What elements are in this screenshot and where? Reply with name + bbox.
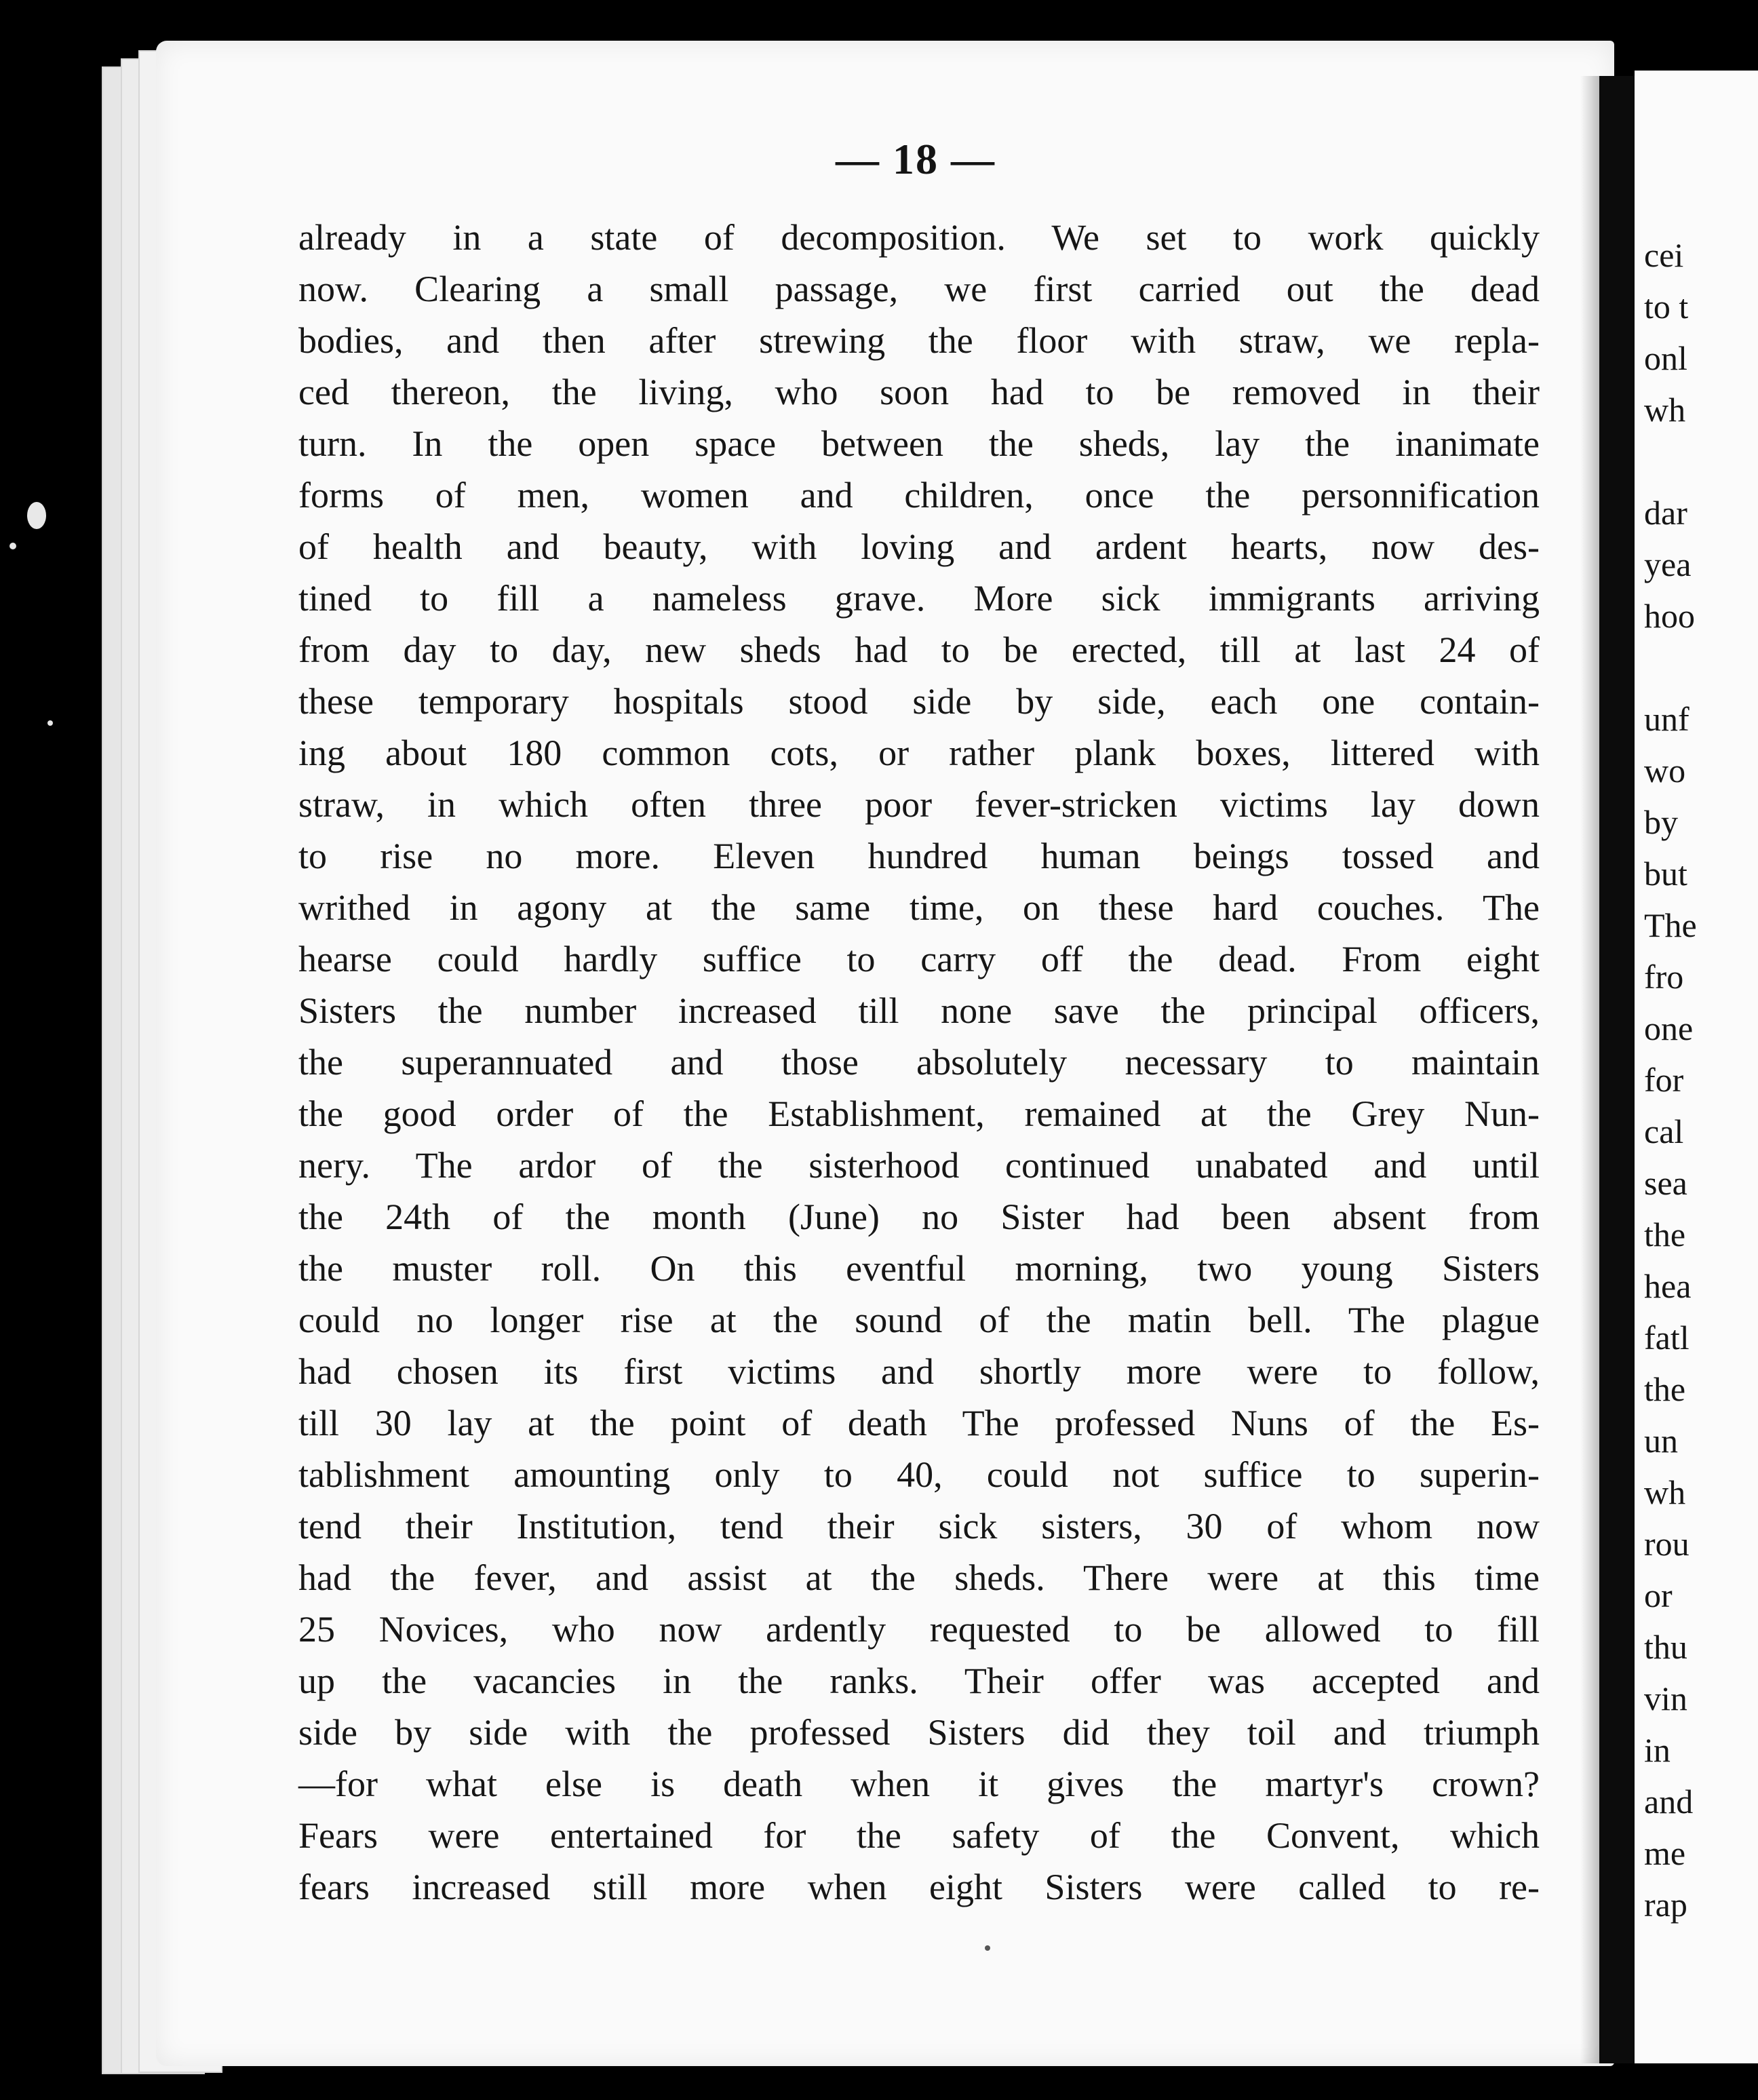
right-page-line bbox=[1644, 435, 1697, 487]
text-line: now. Clearing a small passage, we first carried out the dead bbox=[298, 269, 1540, 309]
right-page-line: hoo bbox=[1644, 597, 1695, 635]
text-line: 25 Novices, who now ardently requested to be allowed to fill bbox=[298, 1609, 1540, 1650]
right-page-line bbox=[1644, 642, 1697, 693]
text-line: straw, in which often three poor fever-stricken victims lay down bbox=[298, 784, 1540, 825]
right-page-line: vin bbox=[1644, 1679, 1687, 1717]
text-line: to rise no more. Eleven hundred human beings tossed and bbox=[298, 836, 1540, 876]
right-page-line: and bbox=[1644, 1783, 1694, 1821]
text-line: the 24th of the month (June) no Sister had been absent from bbox=[298, 1197, 1540, 1237]
right-page-line: unf bbox=[1644, 700, 1689, 738]
right-page-line: cal bbox=[1644, 1112, 1684, 1150]
right-page-line: rap bbox=[1644, 1886, 1687, 1924]
right-page-line: wo bbox=[1644, 752, 1686, 790]
text-line: turn. In the open space between the sheds, lay the inanimate bbox=[298, 423, 1540, 464]
right-page-line: fatl bbox=[1644, 1319, 1689, 1357]
text-line: tend their Institution, tend their sick sisters, 30 of whom now bbox=[298, 1506, 1540, 1547]
text-line: the good order of the Establishment, remained at the Grey Nun- bbox=[298, 1093, 1540, 1134]
right-page-line: to t bbox=[1644, 288, 1689, 326]
text-line: from day to day, new sheds had to be erected, till at last 24 of bbox=[298, 629, 1540, 670]
right-page-line: hea bbox=[1644, 1267, 1692, 1305]
text-line: writhed in agony at the same time, on these hard couches. The bbox=[298, 887, 1540, 928]
right-page-line: sea bbox=[1644, 1164, 1687, 1202]
right-page-line: the bbox=[1644, 1216, 1686, 1253]
text-line: Fears were entertained for the safety of the Convent, which bbox=[298, 1815, 1540, 1856]
right-page bbox=[1635, 71, 1758, 2063]
page-number: — 18 — bbox=[836, 135, 996, 183]
right-page-line: rou bbox=[1644, 1525, 1689, 1563]
text-line: —for what else is death when it gives the martyr's crown? bbox=[298, 1764, 1540, 1804]
text-line: of health and beauty, with loving and ardent hearts, now des- bbox=[298, 526, 1540, 567]
text-line: had the fever, and assist at the sheds. There were at this time bbox=[298, 1557, 1540, 1598]
text-line: ing about 180 common cots, or rather plank boxes, littered with bbox=[298, 733, 1540, 773]
right-page-line: un bbox=[1644, 1422, 1678, 1460]
right-page-line: me bbox=[1644, 1834, 1686, 1872]
text-line: nery. The ardor of the sisterhood continued unabated and until bbox=[298, 1145, 1540, 1186]
right-page-line: one bbox=[1644, 1009, 1694, 1047]
right-page-line: wh bbox=[1644, 391, 1686, 429]
text-line: could no longer rise at the sound of the matin bell. The plague bbox=[298, 1300, 1540, 1340]
text-line: ced thereon, the living, who soon had to be removed in their bbox=[298, 372, 1540, 412]
text-line: bodies, and then after strewing the floor with straw, we repla- bbox=[298, 320, 1540, 361]
dust-speck bbox=[985, 1945, 990, 1951]
right-page-line: cei bbox=[1644, 236, 1684, 274]
text-line: side by side with the professed Sisters did they toil and triumph bbox=[298, 1712, 1540, 1753]
right-page-line: thu bbox=[1644, 1628, 1687, 1666]
text-line: Sisters the number increased till none save the principal officers, bbox=[298, 990, 1540, 1031]
dust-speck bbox=[47, 720, 53, 726]
text-line: tined to fill a nameless grave. More sick immigrants arriving bbox=[298, 578, 1540, 619]
right-page-line: the bbox=[1644, 1370, 1686, 1408]
right-page-text bbox=[1644, 229, 1697, 1930]
text-line: had chosen its first victims and shortly more were to follow, bbox=[298, 1351, 1540, 1392]
text-line: forms of men, women and children, once the personnification bbox=[298, 475, 1540, 516]
dust-speck bbox=[9, 543, 16, 549]
right-page-line: in bbox=[1644, 1731, 1671, 1769]
text-line: fears increased still more when eight Sisters were called to re- bbox=[298, 1867, 1540, 1907]
right-page-line: or bbox=[1644, 1576, 1673, 1614]
text-line: tablishment amounting only to 40, could not suffice to superin- bbox=[298, 1454, 1540, 1495]
right-page-line: by bbox=[1644, 803, 1678, 841]
right-page-line: fro bbox=[1644, 958, 1684, 996]
right-page-line: The bbox=[1644, 906, 1697, 944]
dust-speck bbox=[27, 502, 46, 529]
text-line: the superannuated and those absolutely necessary to maintain bbox=[298, 1042, 1540, 1083]
right-page-line: wh bbox=[1644, 1473, 1686, 1511]
gutter-shadow bbox=[1580, 76, 1601, 2063]
text-line: already in a state of decomposition. We set to work quickly bbox=[298, 217, 1540, 258]
book-gutter bbox=[1599, 76, 1635, 2063]
right-page-line: yea bbox=[1644, 545, 1692, 583]
body-text bbox=[298, 212, 1540, 1913]
text-line: the muster roll. On this eventful morning, two young Sisters bbox=[298, 1248, 1540, 1289]
right-page-line: but bbox=[1644, 855, 1687, 893]
text-line: hearse could hardly suffice to carry off the dead. From eight bbox=[298, 939, 1540, 979]
right-page-line: for bbox=[1644, 1061, 1684, 1099]
text-line: till 30 lay at the point of death The professed Nuns of the Es- bbox=[298, 1403, 1540, 1443]
text-line: up the vacancies in the ranks. Their offer was accepted and bbox=[298, 1660, 1540, 1701]
right-page-line: dar bbox=[1644, 494, 1687, 532]
text-line: these temporary hospitals stood side by side, each one contain- bbox=[298, 681, 1540, 722]
right-page-line: onl bbox=[1644, 339, 1687, 377]
